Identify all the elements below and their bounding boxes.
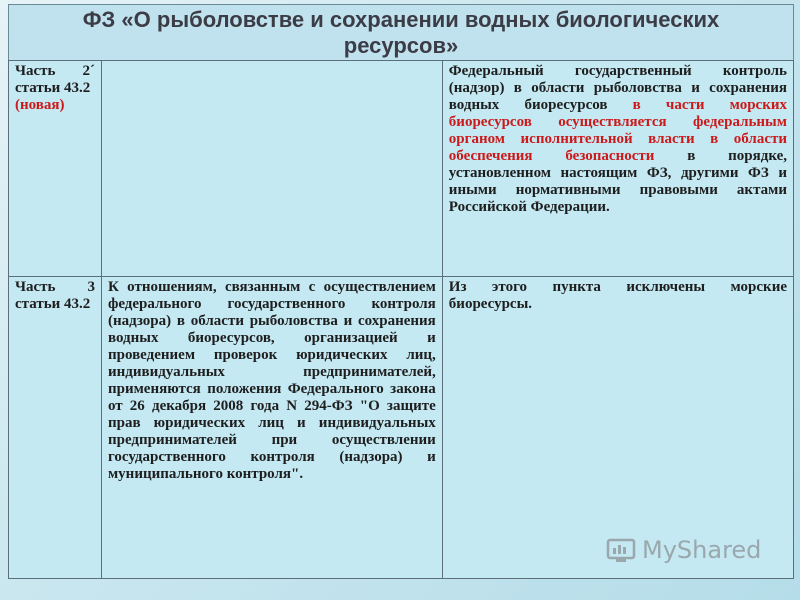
new-text-part: Федеральный государственный контроль (надзор) в области рыболовства и сохранения водных биоресурсов — [448, 63, 787, 113]
comparison-table — [8, 60, 794, 579]
table-row — [9, 277, 794, 579]
title-box — [8, 4, 794, 62]
slide-title: ФЗ «О рыболовстве и сохранении водных биологических ресурсов» — [82, 7, 720, 58]
article-reference: Часть 2´ статьи 43.2 — [15, 63, 95, 96]
table-row — [9, 61, 794, 277]
new-text-highlight: в части морских биоресурсов осуществляется федеральным органом исполнительной власти в области обеспечения безопасности — [448, 97, 787, 164]
watermark-text: MyShared — [642, 536, 762, 564]
new-note: (новая) — [15, 97, 65, 113]
article-reference-cell — [9, 61, 102, 277]
old-text-cell: К отношениям, связанным с осуществлением федерального государственного контроля (надзора) в области рыболовства и сохранения водных биоресурсов, организацией и проведением проверок юридических лиц, индивидуальных предпринимателей, применяются положения Федерального закона от 26 декабря 2008 года N 294-ФЗ "О защите прав юридических лиц и индивидуальных предпринимателей при осуществлении государственного контроля (надзора) и муниципального контроля". — [101, 277, 442, 579]
article-reference-cell: Часть 3 статьи 43.2 — [9, 277, 102, 579]
new-text-cell — [442, 61, 793, 277]
new-text-cell: Из этого пункта исключены морские биоресурсы. — [442, 277, 793, 579]
myshared-logo-icon — [606, 536, 636, 564]
new-text-part: в порядке, установленном настоящим ФЗ, другими ФЗ и иными нормативными правовыми актами Российской Федерации. — [448, 148, 788, 215]
old-text-cell — [101, 61, 442, 277]
watermark — [606, 536, 761, 564]
